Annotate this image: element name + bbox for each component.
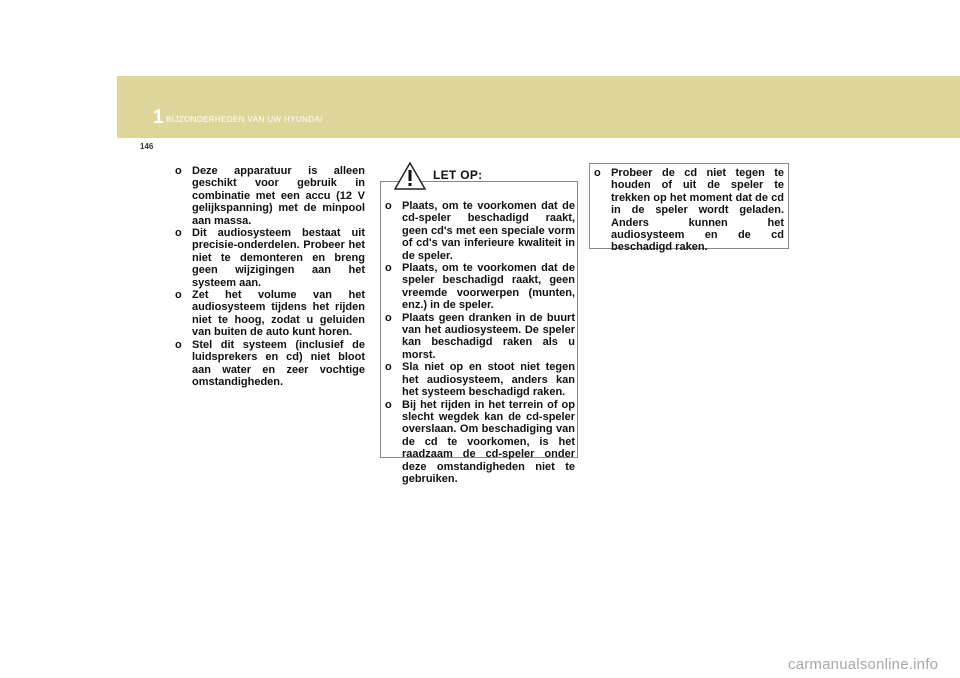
list-item <box>385 361 575 398</box>
right-caution-box <box>589 163 789 254</box>
bullet: o <box>385 311 392 324</box>
list-item-text: Dit audiosysteem bestaat uit precisie-onderdelen. Probeer het niet te demonteren en breng geen wijzigingen aan het systeem aan. <box>192 227 365 289</box>
list-item <box>385 200 575 262</box>
list-item <box>594 167 784 254</box>
list-item-text: Plaats, om te voorkomen dat de speler beschadigd raakt, geen vreemde voorwerpen (munten, enz.) in de speler. <box>402 262 575 312</box>
caution-list-wrapper <box>385 200 575 485</box>
caution-header <box>381 164 577 194</box>
list-item-text: Deze apparatuur is alleen geschikt voor gebruik in combinatie met een accu (12 V gelijkspanning) met de minpool aan massa. <box>192 165 365 227</box>
caution-box <box>380 168 578 485</box>
caution-title: LET OP: <box>433 168 483 182</box>
list-item <box>385 399 575 486</box>
list-item <box>175 227 365 289</box>
header-band <box>117 76 960 138</box>
warning-triangle-icon <box>394 162 426 190</box>
bullet: o <box>175 338 182 351</box>
right-bullet-list <box>594 167 784 254</box>
list-item <box>175 165 365 227</box>
list-item <box>175 289 365 339</box>
bullet: o <box>594 167 601 179</box>
list-item-text: Zet het volume van het audiosysteem tijdens het rijden niet te hoog, zodat u geluiden van buiten de auto kunt horen. <box>192 289 365 339</box>
list-item-text: Sla niet op en stoot niet tegen het audiosysteem, anders kan het systeem beschadigd raken. <box>402 361 575 399</box>
chapter-number: 1 <box>153 107 164 128</box>
list-item <box>175 339 365 389</box>
list-item-text: Bij het rijden in het terrein of op slecht wegdek kan de cd-speler overslaan. Om beschadiging van de cd te voorkomen, is het raadzaam de cd-speler onder deze omstandigheden niet te gebruiken. <box>402 398 575 485</box>
bullet: o <box>175 165 182 177</box>
bullet: o <box>175 289 182 302</box>
right-list-wrapper <box>594 167 784 254</box>
watermark: carmanualsonline.info <box>788 656 939 673</box>
bullet: o <box>385 398 392 411</box>
list-item-text: Plaats, om te voorkomen dat de cd-speler beschadigd raakt, geen cd's met een speciale vorm of cd's van inferieure kwaliteit in de speler. <box>402 200 575 262</box>
bullet: o <box>175 227 182 240</box>
left-bullet-list <box>175 165 365 388</box>
list-item-text: Stel dit systeem (inclusief de luidsprekers en cd) niet bloot aan water en zeer vochtige omstandigheden. <box>192 338 365 388</box>
chapter-title: BIJZONDERHEDEN VAN UW HYUNDAI <box>166 115 323 124</box>
list-item <box>385 262 575 312</box>
page-number: 146 <box>140 142 154 151</box>
bullet: o <box>385 361 392 374</box>
bullet: o <box>385 262 392 275</box>
list-item <box>385 312 575 362</box>
left-column <box>175 165 365 388</box>
list-item-text: Probeer de cd niet tegen te houden of uit de speler te trekken op het moment dat de cd in de speler wordt geladen. Anders kunnen het audiosysteem en de cd beschadigd raken. <box>611 167 784 254</box>
list-item-text: Plaats geen dranken in de buurt van het audiosysteem. De speler kan beschadigd raken als u morst. <box>402 311 575 361</box>
caution-bullet-list <box>385 200 575 485</box>
bullet: o <box>385 200 392 212</box>
